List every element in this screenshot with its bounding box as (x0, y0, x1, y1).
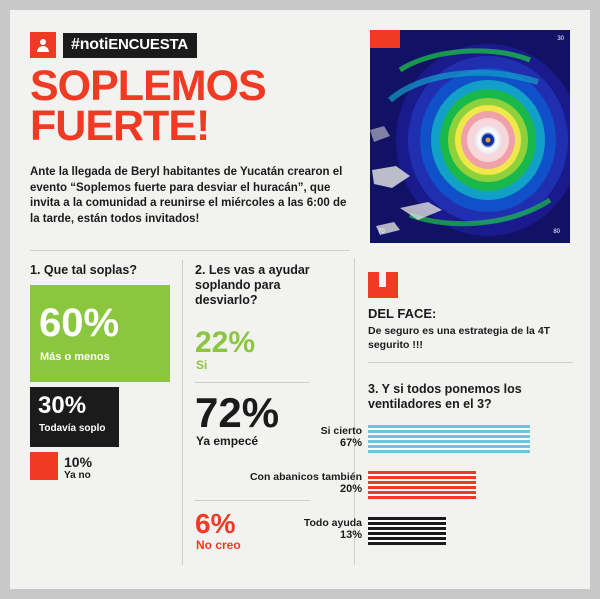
q2-pct-1: 22% (195, 326, 256, 359)
q2-pct-2: 72% (195, 389, 280, 436)
q3-bar-1 (368, 425, 530, 453)
q1-label-2: Todavía soplo (39, 423, 106, 434)
q1-bar-todavia-soplo (30, 387, 119, 447)
user-icon (30, 32, 56, 58)
sat-label-80: 80 (553, 229, 560, 235)
q1-ya-no-text (64, 454, 92, 482)
q3-bar-2 (368, 471, 476, 499)
q1-label-1: Más o menos (40, 351, 110, 363)
q3-bar-chart (249, 425, 573, 563)
hurricane-graphic (370, 30, 570, 243)
q3-row-2 (249, 471, 573, 501)
sat-label-30: 30 (557, 36, 564, 42)
q3-pct-3: 13% (339, 529, 362, 542)
q1-label-3: Ya no (64, 470, 91, 482)
face-title: DEL FACE: (368, 306, 437, 321)
q3-label-group-2 (242, 471, 362, 496)
q3-bar-3 (368, 517, 446, 545)
q3-label-group-3 (242, 517, 362, 542)
q2-label-2: Ya empecé (196, 434, 259, 448)
q1-pct-2: 30% (38, 392, 87, 419)
sat-label-70: 70 (378, 229, 385, 235)
hashtag-encuesta: ENCUESTA (108, 35, 189, 53)
page-title (30, 62, 350, 150)
q2-label-3: No creo (196, 538, 241, 552)
red-accent-bar (370, 30, 400, 48)
q3-label-group-1 (242, 425, 362, 450)
q3-label-3: Todo ayuda (303, 517, 362, 529)
q1-bar-ya-no (30, 452, 58, 480)
divider-vertical-1 (182, 260, 183, 565)
divider-q2-2 (195, 500, 310, 501)
q3-label-2: Con abanicos también (249, 471, 362, 483)
subtitle-text: Ante la llegada de Beryl habitantes de Yucatán crearon el evento “Soplemos fuerte para desviar el huracán”, que invita a la comunidad a reunirse el miércoles a las 6:00 de la tarde, están todos invitados! (30, 166, 347, 225)
face-text: De seguro es una estrategia de la 4T segurito !!! (368, 325, 551, 352)
q3-label-1: Si cierto (320, 425, 362, 437)
hurricane-satellite-image (370, 30, 570, 243)
question-2-text: 2. Les vas a ayudar soplando para desviarlo? (195, 263, 310, 307)
question-3-text: 3. Y si todos ponemos los ventiladores en el 3? (368, 382, 522, 411)
q1-bar-mas-o-menos (30, 285, 170, 382)
title-line-2: FUERTE! (30, 101, 210, 150)
quote-icon (368, 272, 398, 298)
infographic-page (10, 10, 590, 589)
q1-pct-1: 60% (39, 301, 120, 345)
q2-pct-3: 6% (195, 508, 236, 539)
q2-label-1: Si (196, 358, 208, 372)
hashtag-label (63, 33, 197, 58)
q3-pct-2: 20% (339, 483, 362, 496)
question-1-text: 1. Que tal soplas? (30, 263, 137, 277)
divider-top-left (30, 250, 350, 251)
hashtag-hash: # (71, 35, 80, 53)
title-line-1: SOPLEMOS (30, 62, 266, 110)
q3-row-1 (320, 425, 573, 455)
hashtag-badge (30, 32, 197, 58)
divider-q2-1 (195, 382, 310, 383)
q3-row-3 (303, 517, 573, 547)
hashtag-noti: noti (79, 35, 109, 53)
divider-face-bottom (368, 362, 573, 363)
q3-pct-1: 67% (339, 437, 362, 450)
q1-pct-3: 10% (64, 454, 93, 470)
